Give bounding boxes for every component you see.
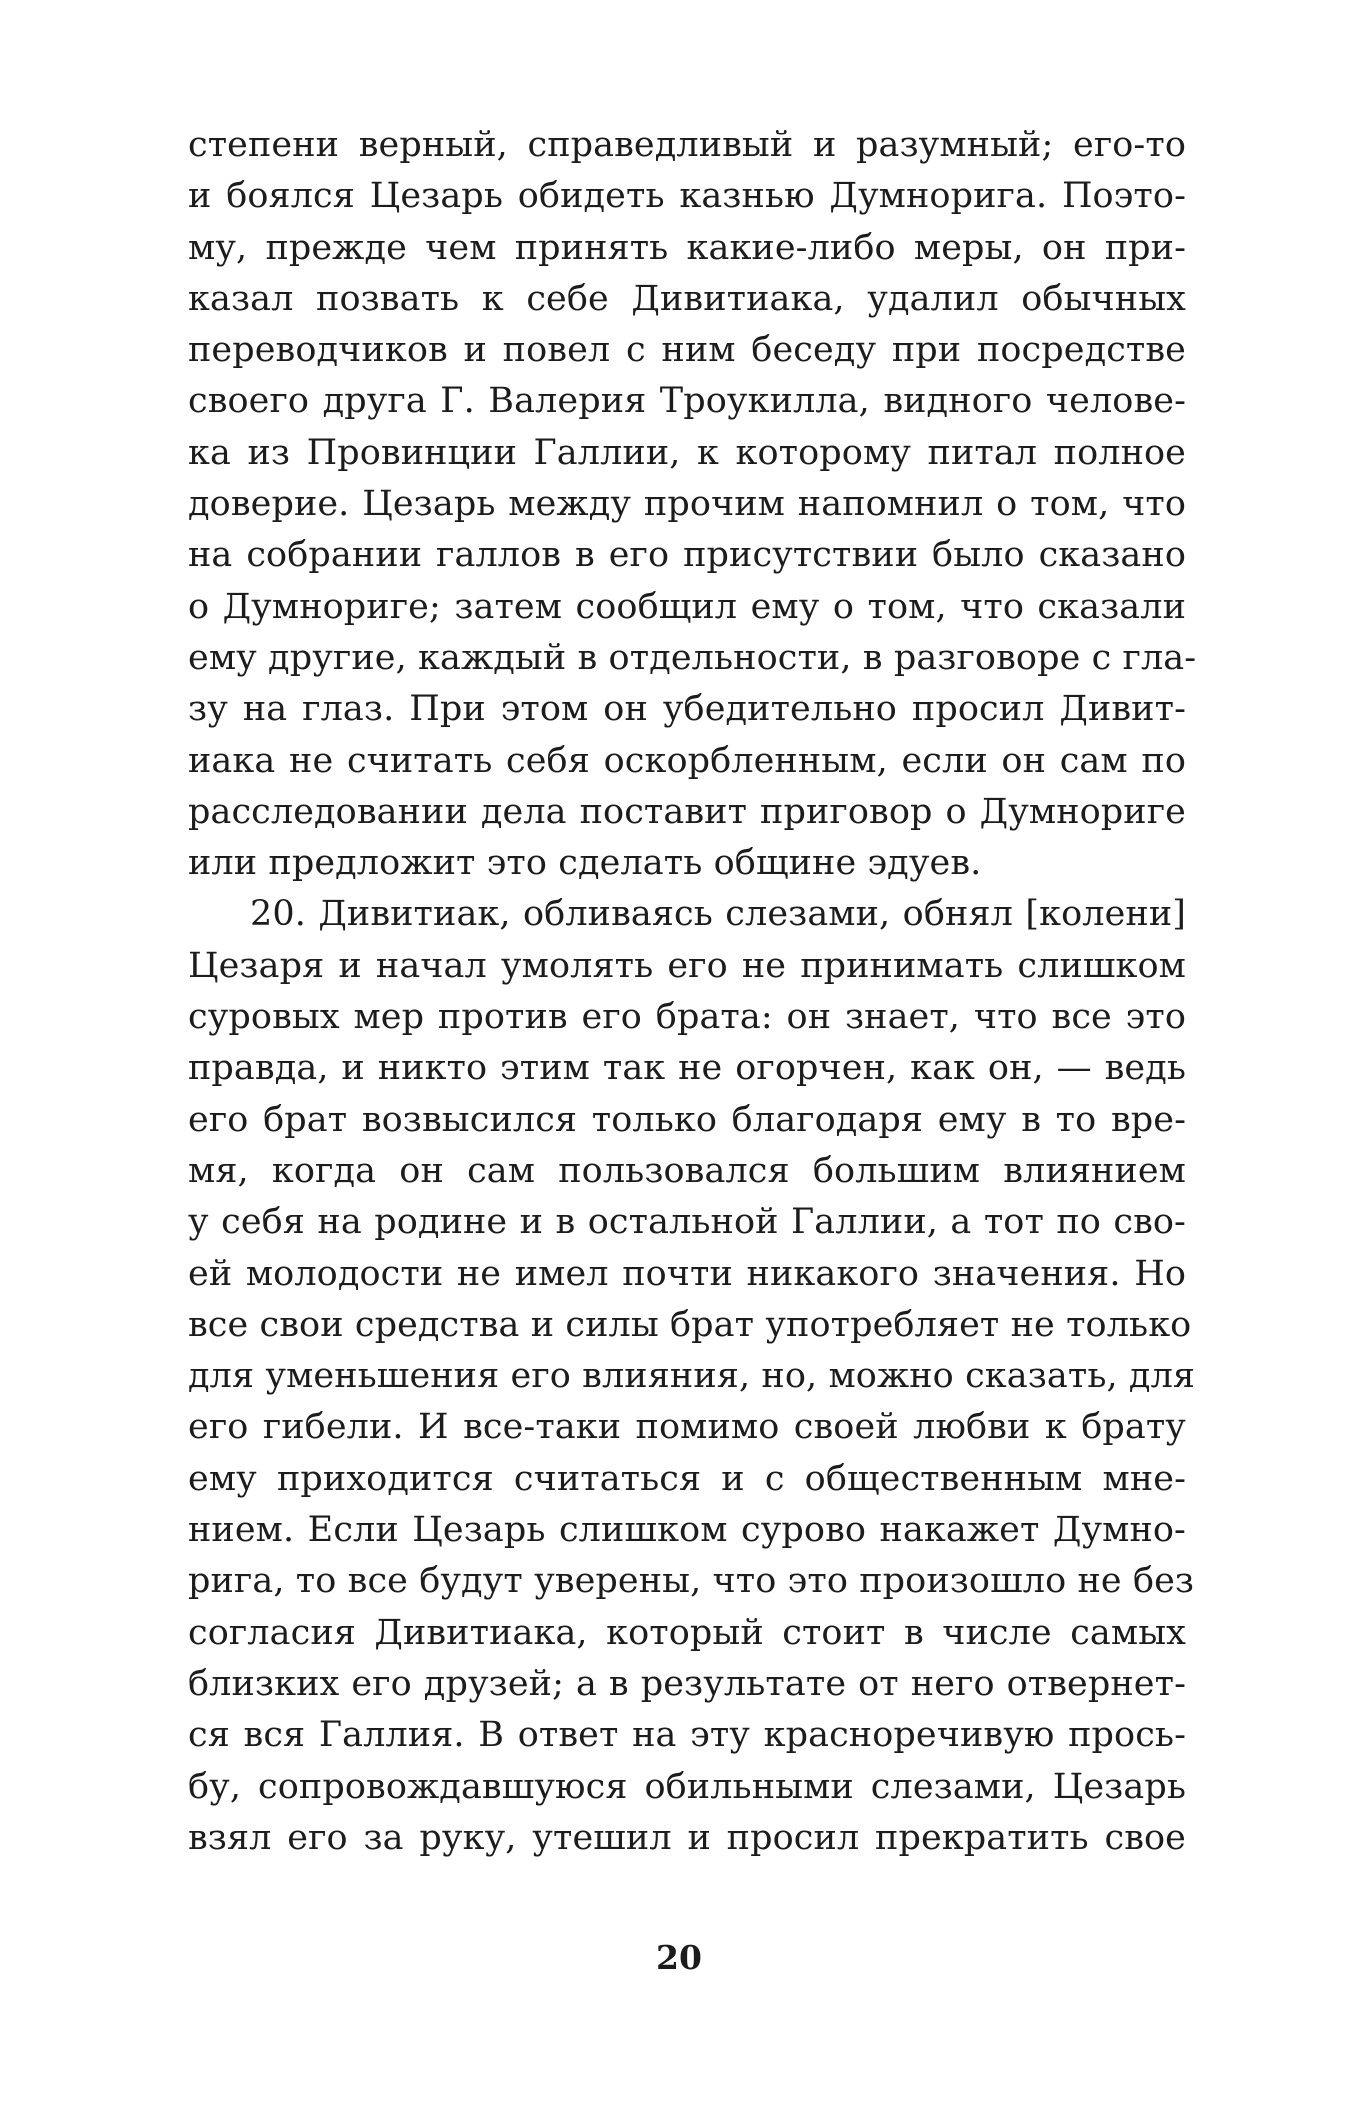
text-line: казал позвать к себе Дивитиака, удалил обычных <box>188 278 1186 319</box>
text-line: ему другие, каждый в отдельности, в разговоре с гла- <box>188 637 1197 678</box>
text-line: зу на глаз. При этом он убедительно просил Дивит- <box>188 689 1186 730</box>
text-line: доверие. Цезарь между прочим напомнил о том, что <box>188 484 1186 525</box>
text-line: рига, то все будут уверены, что это произошло не без <box>188 1561 1195 1602</box>
text-line: его гибели. И все-таки помимо своей любви к брату <box>188 1407 1186 1448</box>
text-line: степени верный, справедливый и разумный; его-то <box>188 125 1186 165</box>
body-text <box>188 120 1197 1864</box>
text-line: о Думнориге; затем сообщил ему о том, что сказали <box>188 586 1186 627</box>
text-line: переводчиков и повел с ним беседу при посредстве <box>188 330 1186 371</box>
text-line: согласия Дивитиака, который стоит в числе самых <box>188 1612 1186 1653</box>
text-line: ему приходится считаться и с общественным мне- <box>188 1458 1186 1499</box>
text-line: му, прежде чем принять какие-либо меры, он при- <box>188 227 1186 268</box>
text-line: иака не считать себя оскорбленным, если он сам по <box>188 740 1186 781</box>
text-line: бу, сопровождавшуюся обильными слезами, Цезарь <box>188 1766 1186 1807</box>
text-line: суровых мер против его брата: он знает, что все это <box>188 997 1186 1038</box>
text-line: все свои средства и силы брат употребляет не только <box>188 1304 1192 1345</box>
text-line: у себя на родине и в остальной Галлии, а тот по сво- <box>188 1202 1186 1243</box>
text-line: для уменьшения его влияния, но, можно сказать, для <box>188 1356 1196 1397</box>
text-line: 20. Дивитиак, обливаясь слезами, обнял [колени] <box>250 894 1186 935</box>
text-line: близких его друзей; а в результате от него отвернет- <box>188 1663 1186 1704</box>
text-line: мя, когда он сам пользовался большим влиянием <box>188 1150 1186 1191</box>
text-line: правда, и никто этим так не огорчен, как он, — ведь <box>188 1048 1186 1089</box>
text-line: своего друга Г. Валерия Троукилла, видного челове- <box>188 381 1186 422</box>
text-line: или предложит это сделать общине эдуев. <box>188 843 982 884</box>
text-line: ка из Провинции Галлии, к которому питал полное <box>188 432 1186 473</box>
text-line: на собрании галлов в его присутствии было сказано <box>188 535 1186 576</box>
text-line: Цезаря и начал умолять его не принимать слишком <box>188 945 1186 986</box>
text-line: взял его за руку, утешил и просил прекратить свое <box>188 1817 1186 1858</box>
text-line: его брат возвысился только благодаря ему в то вре- <box>188 1099 1186 1140</box>
text-line: расследовании дела поставит приговор о Думнориге <box>188 791 1186 832</box>
page-number: 20 <box>656 1938 702 1977</box>
text-line: ей молодости не имел почти никакого значения. Но <box>188 1253 1186 1294</box>
text-line: ся вся Галлия. В ответ на эту красноречивую прось- <box>188 1715 1186 1756</box>
text-line: нием. Если Цезарь слишком сурово накажет Думно- <box>188 1510 1186 1551</box>
text-line: и боялся Цезарь обидеть казнью Думнорига. Поэто- <box>188 176 1186 217</box>
